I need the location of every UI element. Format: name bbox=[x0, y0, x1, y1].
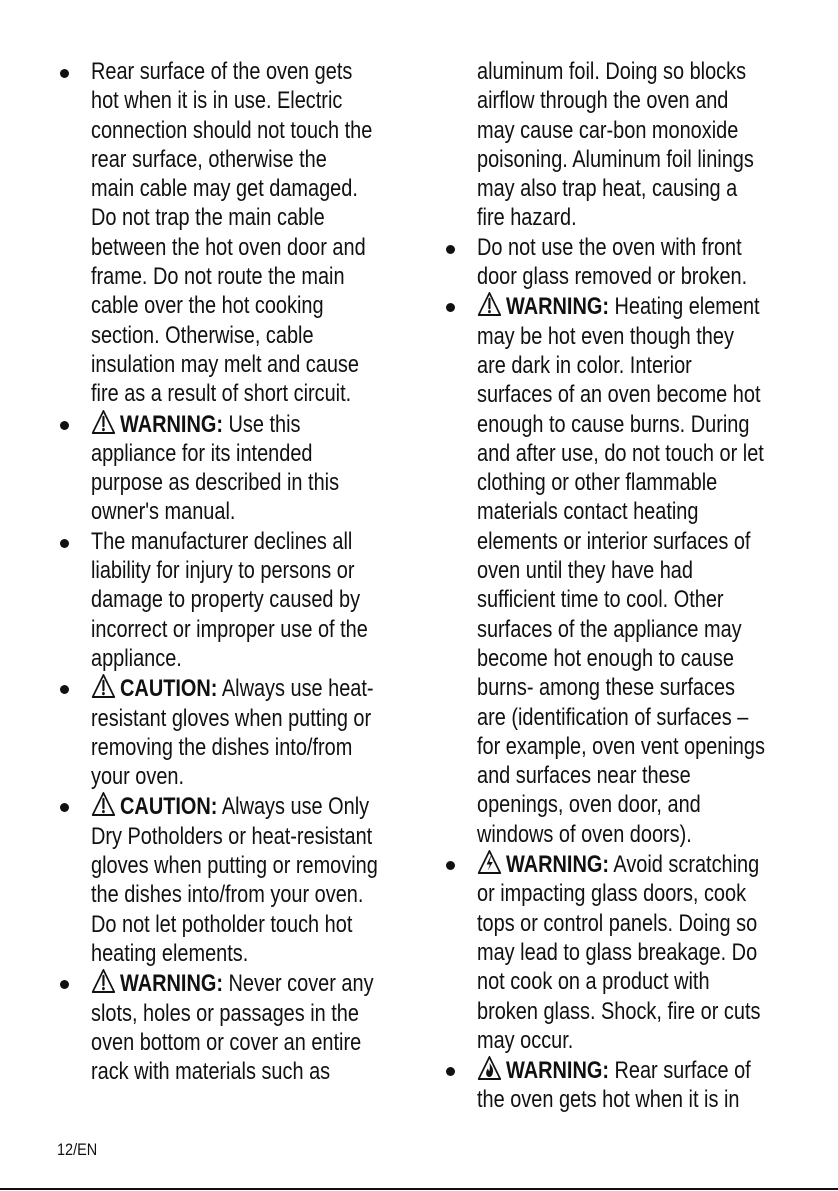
list-item-continuation bbox=[446, 57, 791, 233]
text-line: slots, holes or passages in the bbox=[91, 999, 359, 1027]
text-line: surfaces of an oven become hot bbox=[477, 381, 761, 409]
text-line: gloves when putting or removing bbox=[91, 852, 378, 880]
text-line: resistant gloves when putting or bbox=[91, 704, 372, 732]
text-line: enough to cause burns. During bbox=[477, 410, 750, 438]
bullet-icon bbox=[446, 1067, 455, 1076]
text-line: door glass removed or broken. bbox=[477, 263, 748, 291]
warning-text: Never cover any bbox=[228, 970, 374, 998]
text-line: fire hazard. bbox=[477, 204, 577, 232]
warning-list-item bbox=[446, 849, 791, 1055]
bullet-icon bbox=[60, 421, 69, 430]
text-line: main cable may get damaged. bbox=[91, 175, 358, 203]
bullet-icon bbox=[60, 69, 69, 78]
text-line: The manufacturer declines all bbox=[91, 527, 353, 555]
electric-shock-warning-icon bbox=[477, 849, 502, 875]
text-line: cable over the hot cooking bbox=[91, 292, 324, 320]
text-line: connection should not touch the bbox=[91, 116, 373, 144]
list-item bbox=[446, 233, 791, 292]
warning-line bbox=[477, 1055, 751, 1085]
text-line: Do not use the oven with front bbox=[477, 233, 742, 261]
warning-text: Avoid scratching bbox=[613, 851, 760, 879]
left-column bbox=[60, 57, 405, 1086]
warning-text: Rear surface of bbox=[614, 1057, 751, 1085]
warning-triangle-icon bbox=[91, 968, 116, 994]
warning-label: CAUTION: bbox=[120, 675, 218, 703]
text-line: for example, oven vent openings bbox=[477, 732, 765, 760]
bullet-icon bbox=[446, 245, 455, 254]
text-line: may be hot even though they bbox=[477, 322, 734, 350]
text-line: appliance. bbox=[91, 644, 182, 672]
text-line: broken glass. Shock, fire or cuts bbox=[477, 997, 761, 1025]
bullet-icon bbox=[60, 685, 69, 694]
text-line: openings, oven door, and bbox=[477, 791, 701, 819]
text-line: insulation may melt and cause bbox=[91, 350, 359, 378]
text-line: appliance for its intended bbox=[91, 439, 313, 467]
text-line: surfaces of the appliance may bbox=[477, 615, 742, 643]
warning-label: CAUTION: bbox=[120, 793, 218, 821]
text-line: your oven. bbox=[91, 763, 185, 791]
warning-label: WARNING: bbox=[506, 1057, 609, 1085]
warning-list-item bbox=[60, 968, 405, 1086]
text-line: tops or control panels. Doing so bbox=[477, 909, 758, 937]
text-line: aluminum foil. Doing so blocks bbox=[477, 58, 747, 85]
text-line: owner's manual. bbox=[91, 498, 236, 526]
fire-warning-icon bbox=[477, 1055, 502, 1081]
text-line: the dishes into/from your oven. bbox=[91, 881, 364, 909]
warning-line bbox=[91, 409, 352, 439]
text-line: and after use, do not touch or let bbox=[477, 439, 764, 467]
text-line: Do not let potholder touch hot bbox=[91, 910, 353, 938]
text-line: may cause car-bon monoxide bbox=[477, 116, 739, 144]
warning-triangle-icon bbox=[477, 291, 502, 317]
text-line: purpose as described in this bbox=[91, 469, 340, 497]
text-line: or impacting glass doors, cook bbox=[477, 880, 747, 908]
text-line: oven until they have had bbox=[477, 557, 693, 585]
text-line: become hot enough to cause bbox=[477, 644, 734, 672]
warning-triangle-icon bbox=[91, 673, 116, 699]
warning-list-item bbox=[60, 673, 405, 791]
bottom-rule bbox=[0, 1188, 838, 1190]
text-line: burns- among these surfaces bbox=[477, 674, 735, 702]
text-line: section. Otherwise, cable bbox=[91, 321, 314, 349]
text-line: the oven gets hot when it is in bbox=[477, 1086, 740, 1114]
text-line: and surfaces near these bbox=[477, 762, 691, 790]
text-line: hot when it is in use. Electric bbox=[91, 87, 343, 115]
bullet-icon bbox=[60, 980, 69, 989]
bullet-icon bbox=[446, 303, 455, 312]
warning-text: Use this bbox=[228, 410, 301, 438]
warning-text: Always use heat- bbox=[221, 675, 374, 703]
text-line: may also trap heat, causing a bbox=[477, 175, 738, 203]
warning-list-item bbox=[60, 791, 405, 968]
text-line: poisoning. Aluminum foil linings bbox=[477, 145, 754, 173]
bullet-icon bbox=[60, 539, 69, 548]
text-line: rear surface, otherwise the bbox=[91, 145, 327, 173]
warning-text: Always use Only bbox=[221, 793, 370, 821]
text-line: elements or interior surfaces of bbox=[477, 527, 751, 555]
warning-triangle-icon bbox=[91, 409, 116, 435]
text-line: heating elements. bbox=[91, 939, 249, 967]
text-line: rack with materials such as bbox=[91, 1058, 331, 1086]
text-line: fire as a result of short circuit. bbox=[91, 380, 352, 408]
text-line: Rear surface of the oven gets bbox=[91, 58, 353, 85]
warning-label: WARNING: bbox=[120, 410, 223, 438]
text-line: are (identification of surfaces – bbox=[477, 703, 749, 731]
warning-line bbox=[91, 968, 374, 998]
warning-label: WARNING: bbox=[506, 293, 609, 321]
text-line: may occur. bbox=[477, 1026, 574, 1054]
text-line: clothing or other flammable bbox=[477, 469, 718, 497]
list-item bbox=[60, 527, 405, 673]
warning-text: Heating element bbox=[614, 293, 760, 321]
warning-label: WARNING: bbox=[506, 851, 609, 879]
warning-list-item bbox=[446, 1055, 791, 1115]
text-line: damage to property caused by bbox=[91, 586, 361, 614]
text-line: materials contact heating bbox=[477, 498, 699, 526]
warning-triangle-icon bbox=[91, 791, 116, 817]
text-line: not cook on a product with bbox=[477, 968, 710, 996]
text-line: Dry Potholders or heat-resistant bbox=[91, 822, 373, 850]
text-line: sufficient time to cool. Other bbox=[477, 586, 724, 614]
text-line: incorrect or improper use of the bbox=[91, 615, 368, 643]
warning-line bbox=[91, 673, 374, 703]
text-line: liability for injury to persons or bbox=[91, 557, 355, 585]
bullet-icon bbox=[60, 803, 69, 812]
text-line: Do not trap the main cable bbox=[91, 204, 325, 232]
text-line: airflow through the oven and bbox=[477, 87, 729, 115]
warning-list-item bbox=[446, 291, 791, 849]
text-line: windows of oven doors). bbox=[477, 820, 692, 848]
page-number: 12/EN bbox=[57, 1140, 98, 1159]
text-line: are dark in color. Interior bbox=[477, 351, 692, 379]
right-column bbox=[446, 57, 791, 1115]
warning-line bbox=[477, 849, 760, 879]
warning-list-item bbox=[60, 409, 405, 527]
list-item bbox=[60, 57, 405, 409]
bullet-icon bbox=[446, 861, 455, 870]
warning-line bbox=[91, 791, 370, 821]
text-line: frame. Do not route the main bbox=[91, 263, 345, 291]
text-line: removing the dishes into/from bbox=[91, 733, 353, 761]
text-line: may lead to glass breakage. Do bbox=[477, 938, 758, 966]
text-line: between the hot oven door and bbox=[91, 233, 366, 261]
text-line: oven bottom or cover an entire bbox=[91, 1028, 362, 1056]
warning-label: WARNING: bbox=[120, 970, 223, 998]
warning-line bbox=[477, 291, 760, 321]
